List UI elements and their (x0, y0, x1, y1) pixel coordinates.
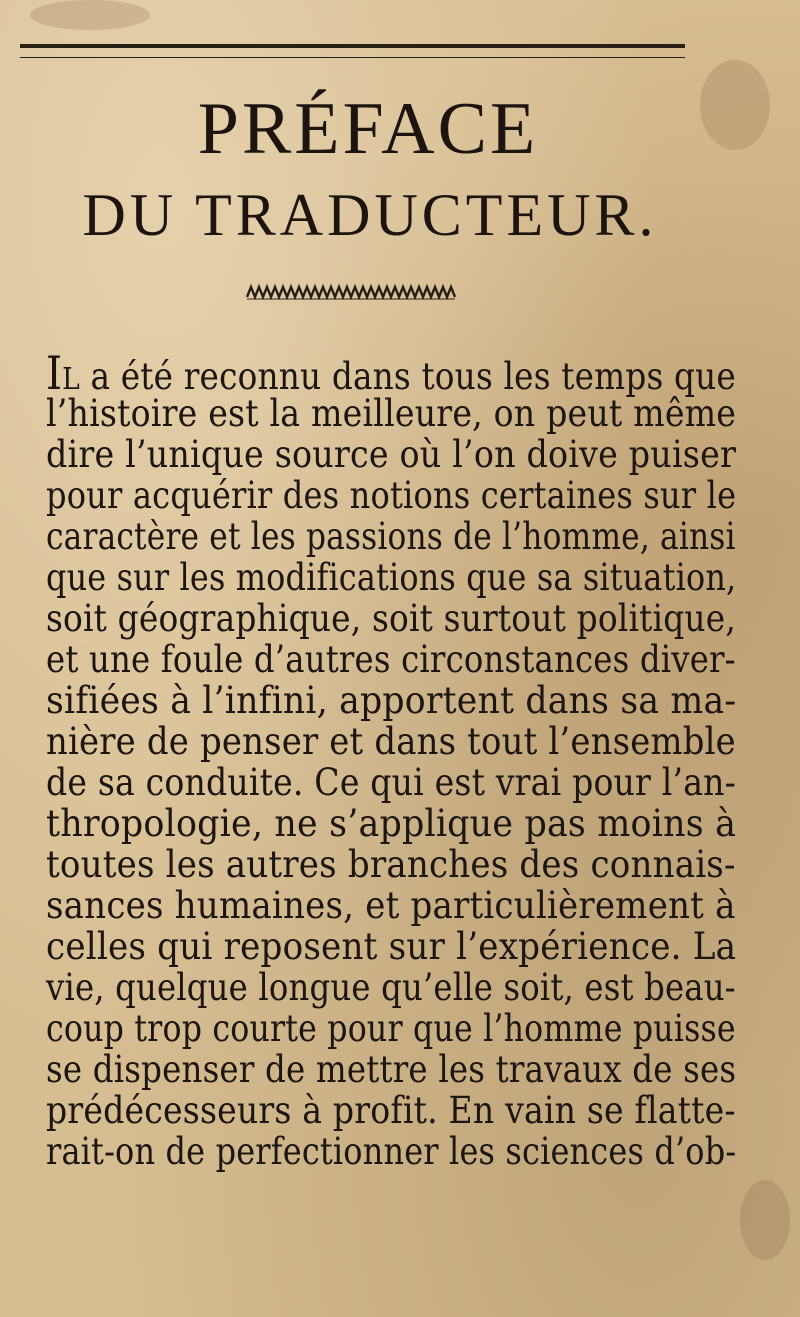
text-line: caractère et les passions de l’homme, ainsi (46, 515, 736, 558)
text-line: coup trop courte pour que l’homme puisse (46, 1007, 736, 1050)
text-line: que sur les modifications que sa situation, (46, 556, 737, 599)
text-line: et une foule d’autres circonstances diver- (46, 638, 736, 681)
text-line: de sa conduite. Ce qui est vrai pour l’an- (46, 761, 737, 804)
text-line: prédécesseurs à profit. En vain se flatte- (46, 1089, 736, 1132)
text-line: soit géographique, soit surtout politique, (46, 597, 737, 640)
top-double-rule (20, 44, 685, 58)
text-line: l’histoire est la meilleure, on peut même (46, 392, 737, 435)
drop-cap: I (46, 346, 63, 400)
page-title: PRÉFACE (197, 88, 539, 170)
text-line: dire l’unique source où l’on doive puiser (46, 433, 737, 476)
text-line: vie, quelque longue qu’elle soit, est beau- (46, 966, 736, 1009)
text-line: nière de penser et dans tout l’ensemble (46, 720, 736, 763)
small-cap: L (62, 362, 80, 397)
text-line: rait-on de perfectionner les sciences d’ob- (46, 1130, 737, 1173)
ornament-divider (245, 283, 461, 301)
paper-stain (30, 0, 150, 30)
text-line: se dispenser de mettre les travaux de ses (46, 1048, 737, 1091)
text-line: toutes les autres branches des connais- (46, 843, 736, 886)
text-line: sances humaines, et particulièrement à (46, 884, 736, 927)
text-line: pour acquérir des notions certaines sur le (46, 474, 737, 517)
first-line-text: a été reconnu dans tous les temps que (79, 355, 736, 398)
text-line: sifiées à l’infini, apportent dans sa ma- (46, 679, 737, 722)
text-line: celles qui reposent sur l’expérience. La (46, 925, 737, 968)
text-line: thropologie, ne s’applique pas moins à (46, 802, 737, 845)
paper-stain (740, 1180, 790, 1260)
page-subtitle: DU TRADUCTEUR. (82, 182, 658, 248)
